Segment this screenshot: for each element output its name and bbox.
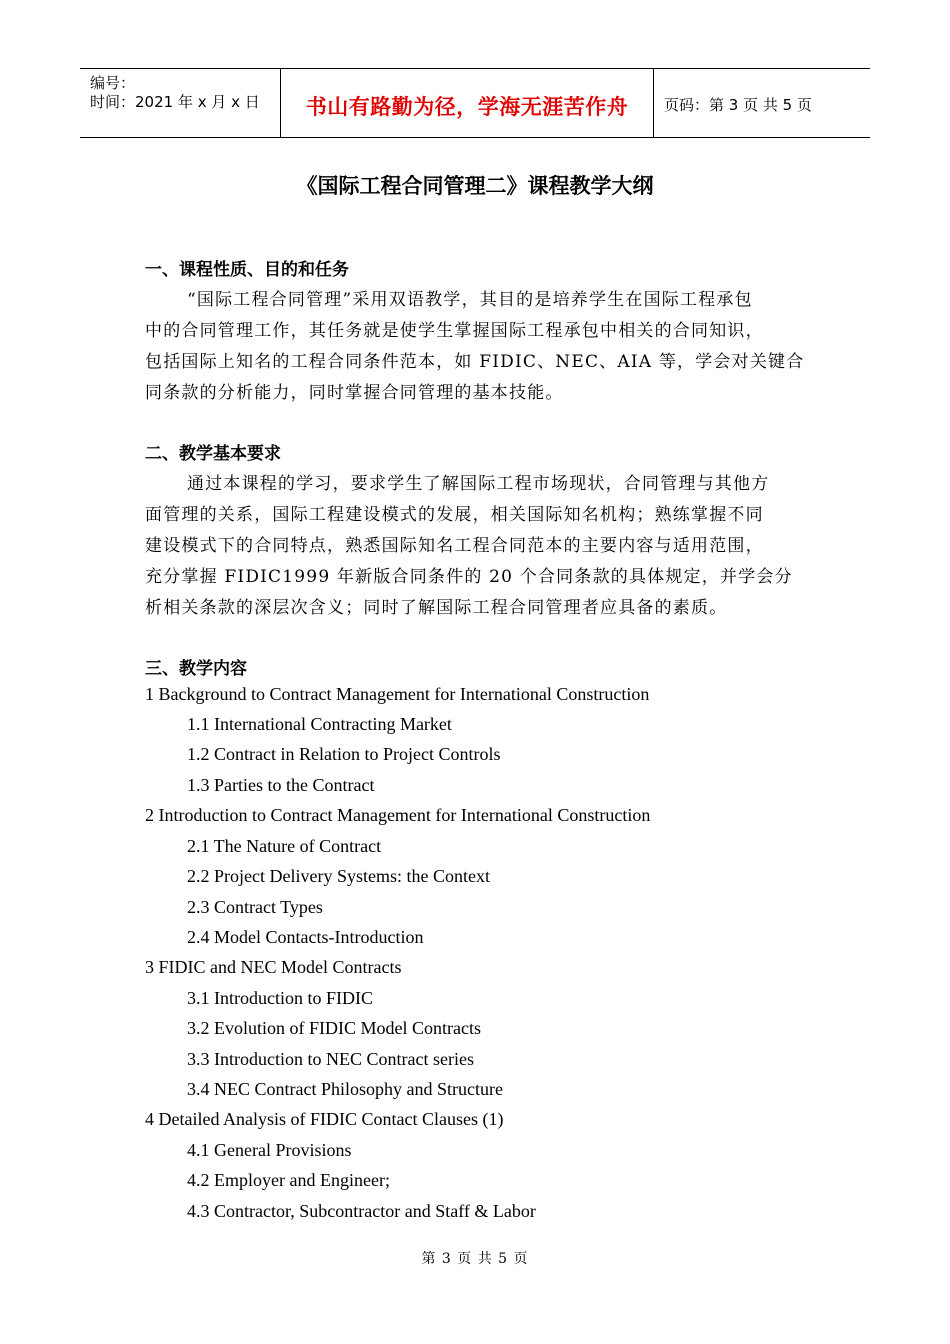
content-item: 1 Background to Contract Management for International Construction <box>145 684 650 704</box>
paragraph-line: 包括国际上知名的工程合同条件范本，如 FIDIC、NEC、AIA 等，学会对关键合 <box>145 352 805 372</box>
content-subitem: 1.1 International Contracting Market <box>187 714 452 734</box>
content-item: 3 FIDIC and NEC Model Contracts <box>145 957 402 977</box>
section-heading: 三、教学内容 <box>145 659 247 679</box>
content-subitem: 3.2 Evolution of FIDIC Model Contracts <box>187 1018 481 1038</box>
content-subitem: 2.4 Model Contacts-Introduction <box>187 927 424 947</box>
paragraph-line: “国际工程合同管理”采用双语教学，其目的是培养学生在国际工程承包 <box>187 290 753 310</box>
header-meta-cell <box>80 69 281 137</box>
header-table <box>80 68 870 138</box>
section-heading: 一、课程性质、目的和任务 <box>145 260 349 280</box>
section-heading: 二、教学基本要求 <box>145 444 281 464</box>
motto: 书山有路勤为径，学海无涯苦作舟 <box>305 95 629 119</box>
content-subitem: 4.3 Contractor, Subcontractor and Staff & Labor <box>187 1201 536 1221</box>
page-title: 《国际工程合同管理二》课程教学大纲 <box>296 174 654 198</box>
content-subitem: 2.2 Project Delivery Systems: the Context <box>187 866 490 886</box>
content-subitem: 3.4 NEC Contract Philosophy and Structure <box>187 1079 503 1099</box>
content-subitem: 1.2 Contract in Relation to Project Controls <box>187 744 501 764</box>
page-info: 页码：第 3 页 共 5 页 <box>664 96 812 114</box>
content-subitem: 4.2 Employer and Engineer; <box>187 1170 390 1190</box>
paragraph-line: 充分掌握 FIDIC1999 年新版合同条件的 20 个合同条款的具体规定，并学会分 <box>145 567 793 587</box>
content-subitem: 4.1 General Provisions <box>187 1140 352 1160</box>
date-label: 时间：2021 年 x 月 x 日 <box>90 93 260 111</box>
content-subitem: 3.3 Introduction to NEC Contract series <box>187 1049 474 1069</box>
page-footer: 第 3 页 共 5 页 <box>421 1251 529 1267</box>
header-motto-cell <box>281 69 654 137</box>
paragraph-line: 析相关条款的深层次含义；同时了解国际工程合同管理者应具备的素质。 <box>145 598 728 618</box>
number-label: 编号： <box>90 74 136 92</box>
paragraph-line: 建设模式下的合同特点，熟悉国际知名工程合同范本的主要内容与适用范围， <box>145 536 764 556</box>
content-subitem: 2.1 The Nature of Contract <box>187 836 382 856</box>
paragraph-line: 同条款的分析能力，同时掌握合同管理的基本技能。 <box>145 383 564 403</box>
content-subitem: 3.1 Introduction to FIDIC <box>187 988 373 1008</box>
content-subitem: 1.3 Parties to the Contract <box>187 775 375 795</box>
header-page-cell <box>654 69 870 137</box>
content-subitem: 2.3 Contract Types <box>187 897 323 917</box>
paragraph-line: 面管理的关系，国际工程建设模式的发展，相关国际知名机构；熟练掌握不同 <box>145 505 764 525</box>
paragraph-line: 中的合同管理工作，其任务就是使学生掌握国际工程承包中相关的合同知识， <box>145 321 764 341</box>
content-item: 4 Detailed Analysis of FIDIC Contact Clauses (1) <box>145 1109 504 1129</box>
content-item: 2 Introduction to Contract Management for International Construction <box>145 805 651 825</box>
paragraph-line: 通过本课程的学习，要求学生了解国际工程市场现状，合同管理与其他方 <box>187 474 770 494</box>
